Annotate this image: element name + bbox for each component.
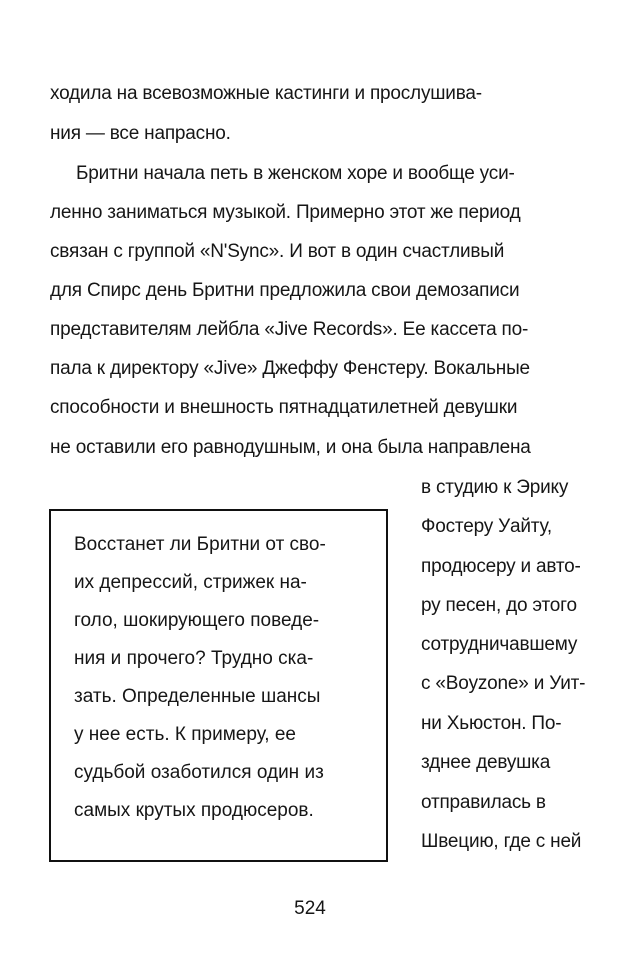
right-column-line: Фостеру Уайту, xyxy=(421,516,552,537)
right-column-line: сотрудничавшему xyxy=(421,634,578,655)
right-column-line: в студию к Эрику xyxy=(421,477,569,498)
right-column-line: отправилась в xyxy=(421,792,546,813)
body-line: ния — все напрасно. xyxy=(50,123,231,144)
body-line: Бритни начала петь в женском хоре и вообще уси- xyxy=(76,163,515,184)
page-number: 524 xyxy=(294,898,326,919)
sidebox-line: у нее есть. К примеру, ее xyxy=(74,724,296,745)
sidebox-line: судьбой озаботился один из xyxy=(74,762,324,783)
right-column-line: Швецию, где с ней xyxy=(421,831,582,852)
right-column-line: зднее девушка xyxy=(421,752,551,773)
sidebox-line: ния и прочего? Трудно ска- xyxy=(74,648,314,669)
body-line: не оставили его равнодушным, и она была направлена xyxy=(50,437,531,458)
body-line: способности и внешность пятнадцатилетней девушки xyxy=(50,397,518,418)
sidebox-line: самых крутых продюсеров. xyxy=(74,800,314,821)
right-column-line: ру песен, до этого xyxy=(421,595,577,616)
body-line: ходила на всевозможные кастинги и прослушива- xyxy=(50,83,482,104)
body-line: связан с группой «N'Sync». И вот в один счастливый xyxy=(50,241,505,262)
body-line: представителям лейбла «Jive Records». Ее кассета по- xyxy=(50,319,529,340)
sidebox-line: их депрессий, стрижек на- xyxy=(74,572,307,593)
body-line: для Спирс день Бритни предложила свои демозаписи xyxy=(50,280,520,301)
sidebox-line: голо, шокирующего поведе- xyxy=(74,610,320,631)
sidebox-line: Восстанет ли Бритни от сво- xyxy=(74,534,326,555)
right-column-line: ни Хьюстон. По- xyxy=(421,713,562,734)
sidebox-line: зать. Определенные шансы xyxy=(74,686,321,707)
sidebar-quote-box xyxy=(49,509,388,862)
right-column-line: продюсеру и авто- xyxy=(421,556,581,577)
body-line: ленно заниматься музыкой. Примерно этот же период xyxy=(50,202,521,223)
body-line: пала к директору «Jive» Джеффу Фенстеру. Вокальные xyxy=(50,358,530,379)
right-column-line: с «Boyzone» и Уит- xyxy=(421,673,586,694)
